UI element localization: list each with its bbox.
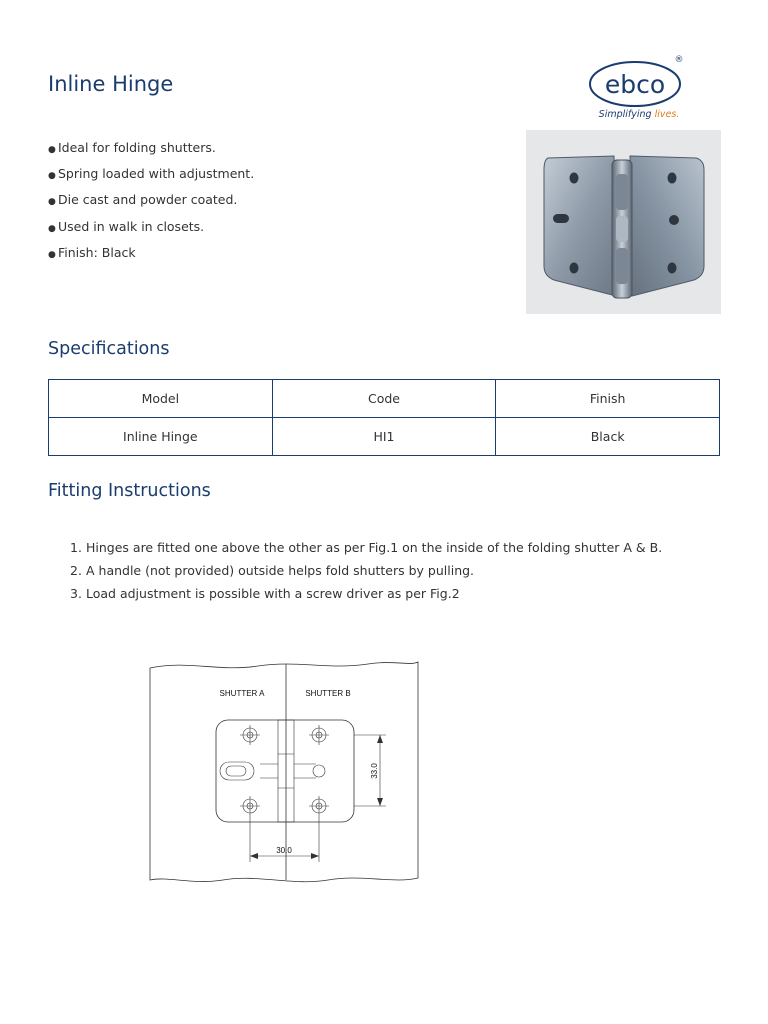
feature-list [48, 136, 254, 267]
fitting-steps-list [70, 536, 662, 606]
svg-text:ebco: ebco [604, 70, 666, 99]
fitting-instructions-heading: Fitting Instructions [48, 481, 211, 501]
bullet-icon: ● [48, 171, 56, 182]
bullet-icon: ● [48, 145, 56, 155]
brand-tagline: Simplifying lives. [598, 109, 680, 120]
cell-finish: Black [496, 418, 720, 456]
shutter-b-label: SHUTTER B [305, 689, 351, 698]
table-row [49, 418, 720, 456]
bullet-icon: ● [48, 249, 56, 260]
feature-item: ● Finish: Black [48, 241, 254, 267]
list-item: 1. Hinges are fitted one above the other as per Fig.1 on the inside of the folding shutter A & B. [70, 540, 663, 555]
dimension-height-label: 33.0 [370, 763, 379, 779]
feature-item: ● Ideal for folding shutters. [48, 136, 254, 162]
feature-item: ● Spring loaded with adjustment. [48, 162, 254, 188]
ebco-logo [584, 52, 694, 124]
product-photo [526, 130, 721, 314]
fitting-drawing [148, 656, 424, 888]
table-header-row [49, 380, 720, 418]
specifications-table [48, 379, 720, 456]
list-item: 2. A handle (not provided) outside helps fold shutters by pulling. [70, 563, 475, 579]
feature-item: ● Used in walk in closets. [48, 215, 254, 241]
bullet-icon: ● [48, 223, 56, 234]
page-title: Inline Hinge [48, 72, 174, 96]
column-header-model: Model [49, 380, 273, 418]
cell-model: Inline Hinge [49, 418, 273, 456]
dimension-width-label: 30.0 [276, 846, 292, 855]
bullet-icon: ● [48, 197, 56, 208]
shutter-a-label: SHUTTER A [219, 689, 265, 698]
feature-item: ● Die cast and powder coated. [48, 188, 254, 214]
column-header-finish: Finish [496, 380, 720, 418]
svg-text:®: ® [674, 55, 684, 65]
list-item: 3. Load adjustment is possible with a screw driver as per Fig.2 [70, 586, 460, 602]
column-header-code: Code [272, 380, 496, 418]
cell-code: HI1 [272, 418, 496, 456]
specifications-heading: Specifications [48, 339, 170, 359]
